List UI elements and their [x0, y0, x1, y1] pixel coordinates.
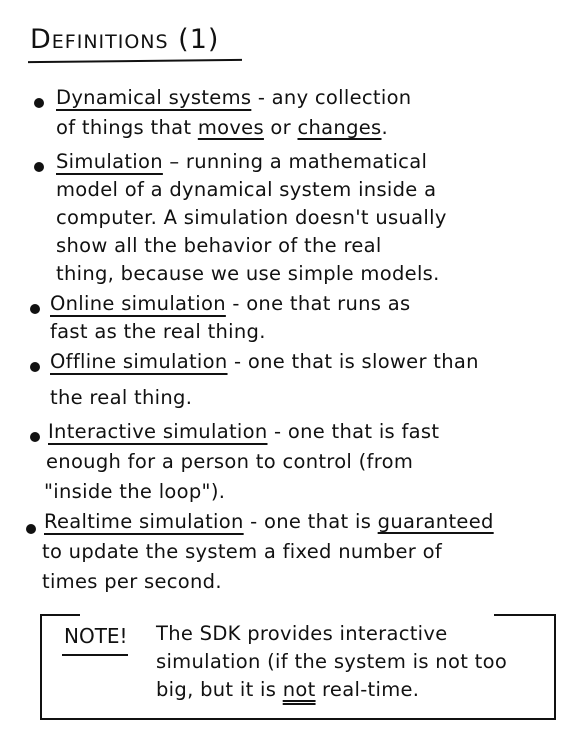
note-text: big, but it is — [156, 678, 283, 701]
bullet-dot — [26, 524, 36, 534]
definition-line: computer. A simulation doesn't usually — [56, 206, 447, 229]
definition-text: - any collection — [251, 86, 412, 109]
word-guaranteed: guaranteed — [377, 510, 494, 533]
term-dynamical-systems: Dynamical systems — [56, 86, 252, 109]
definition-text: – running a mathematical — [162, 150, 428, 173]
note-text: real-time. — [315, 678, 420, 701]
definition-line: "inside the loop"). — [44, 480, 226, 503]
note-box-top-edge — [494, 614, 554, 616]
definition-line: model of a dynamical system inside a — [56, 178, 437, 201]
definition-line — [44, 510, 494, 533]
definition-line — [50, 350, 479, 373]
term-offline-simulation: Offline simulation — [50, 350, 228, 373]
page-title: Definitions (1) — [30, 24, 220, 55]
title-underline — [28, 59, 242, 63]
definition-line — [56, 86, 411, 109]
definition-text: of things that — [56, 116, 198, 139]
term-online-simulation: Online simulation — [50, 292, 226, 315]
definition-text: - one that is — [243, 510, 378, 533]
note-label-underline — [62, 654, 128, 656]
definition-line: thing, because we use simple models. — [56, 262, 440, 285]
word-changes: changes — [297, 116, 382, 139]
definition-text: . — [381, 116, 389, 139]
definition-text: - one that is fast — [267, 420, 440, 443]
bullet-dot — [30, 432, 40, 442]
note-line: The SDK provides interactive — [156, 622, 448, 645]
definition-line — [56, 116, 388, 139]
bullet-dot — [34, 98, 44, 108]
term-simulation: Simulation — [56, 150, 163, 173]
bullet-dot — [34, 162, 44, 172]
note-line — [156, 678, 419, 701]
definition-text: or — [263, 116, 298, 139]
definition-line: times per second. — [42, 570, 222, 593]
definition-line: fast as the real thing. — [50, 320, 266, 343]
definition-line — [56, 150, 427, 173]
definition-line — [50, 292, 410, 315]
word-moves: moves — [197, 116, 264, 139]
definition-line — [48, 420, 439, 443]
term-realtime-simulation: Realtime simulation — [44, 510, 244, 533]
word-not: not — [282, 678, 316, 701]
definition-text: - one that runs as — [225, 292, 411, 315]
note-line: simulation (if the system is not too — [156, 650, 508, 673]
note-label: NOTE! — [64, 624, 128, 648]
bullet-dot — [30, 362, 40, 372]
bullet-dot — [30, 304, 40, 314]
definition-line: enough for a person to control (from — [46, 450, 414, 473]
definition-text: - one that is slower than — [227, 350, 479, 373]
definition-line: show all the behavior of the real — [56, 234, 382, 257]
note-box-top-edge — [40, 614, 80, 616]
term-interactive-simulation: Interactive simulation — [48, 420, 268, 443]
definition-line: the real thing. — [50, 386, 193, 409]
definition-line: to update the system a fixed number of — [42, 540, 443, 563]
